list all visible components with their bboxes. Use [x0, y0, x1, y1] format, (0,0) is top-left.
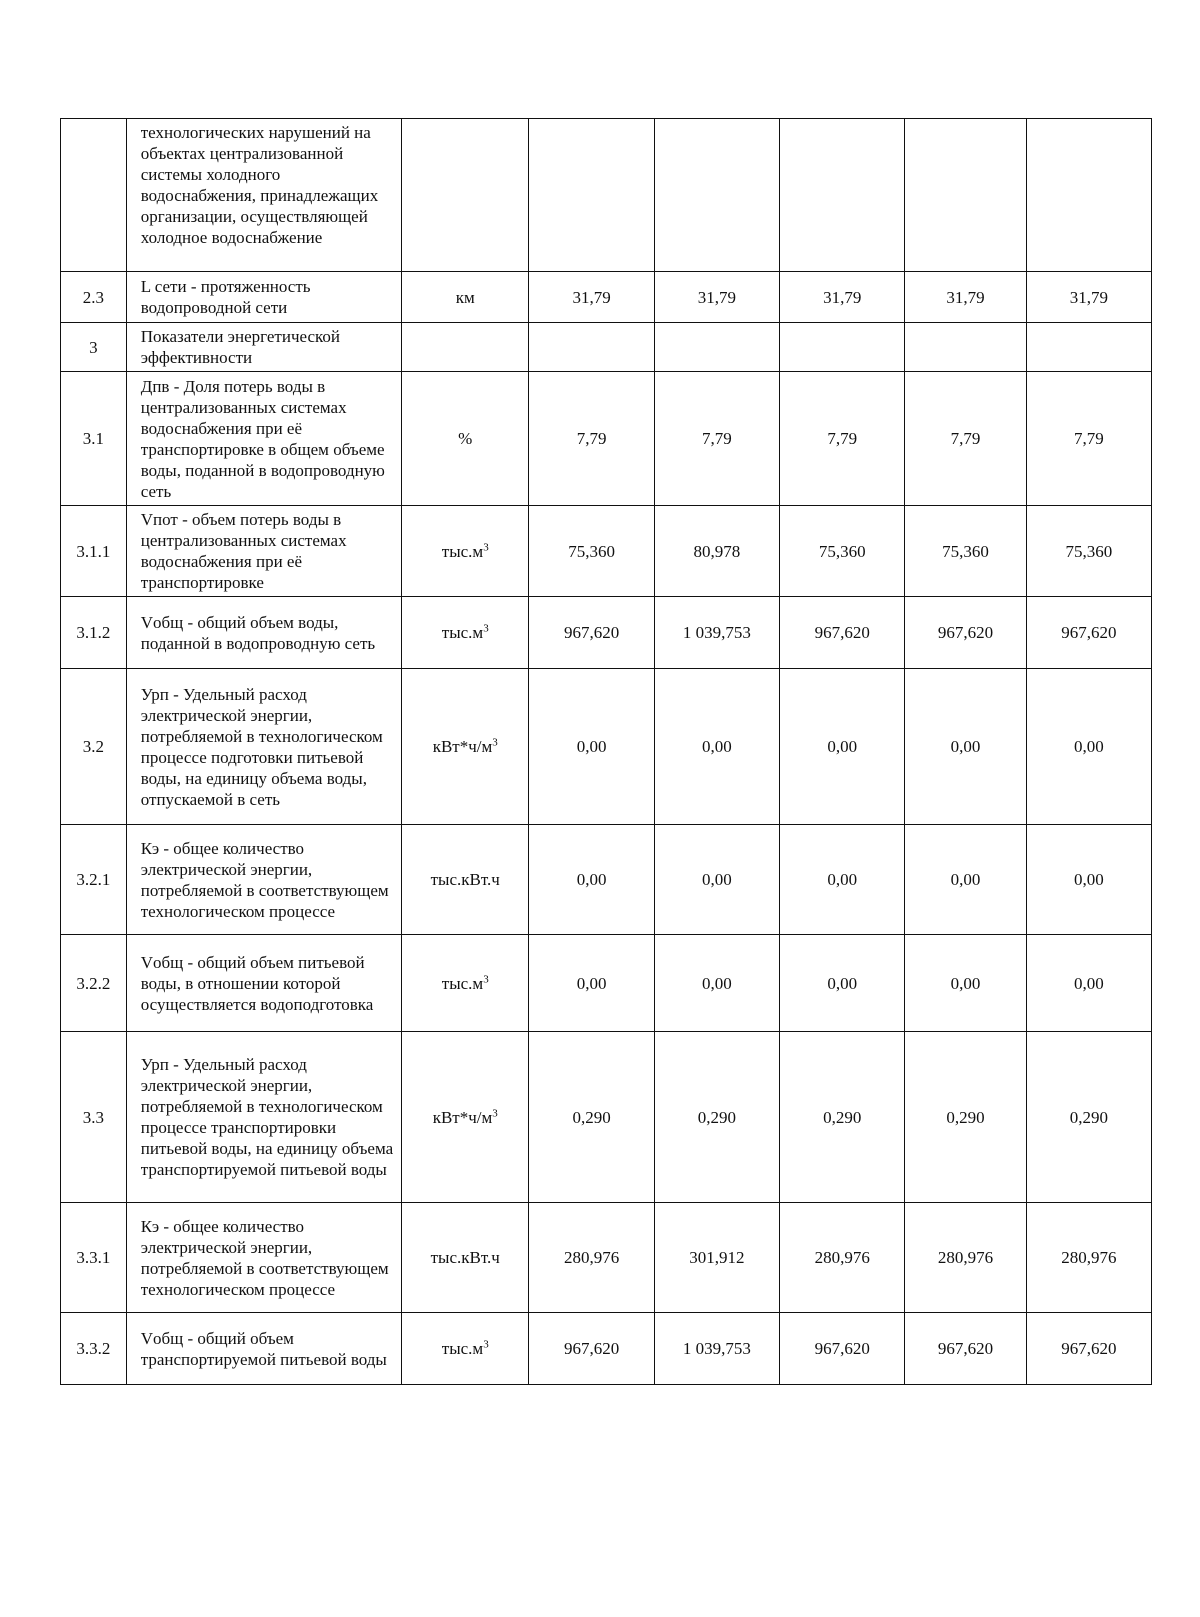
indicator-name: Vобщ - общий объем питьевой воды, в отношении которой осуществляется водоподготовка	[126, 935, 401, 1032]
table-row	[61, 669, 1152, 825]
value-cell: 967,620	[529, 1313, 654, 1385]
indicator-name: Кэ - общее количество электрической энергии, потребляемой в соответствующем технологическом процессе	[126, 1203, 401, 1313]
unit-superscript: 3	[483, 972, 489, 985]
indicators-table	[60, 118, 1152, 1385]
value-cell: 0,00	[529, 669, 654, 825]
value-cell: 0,00	[780, 935, 905, 1032]
table-row	[61, 1313, 1152, 1385]
unit-cell	[402, 1313, 529, 1385]
value-cell: 31,79	[654, 272, 779, 323]
value-cell: 280,976	[529, 1203, 654, 1313]
table-row	[61, 506, 1152, 597]
unit-cell	[402, 372, 529, 506]
value-cell: 967,620	[905, 1313, 1026, 1385]
row-number: 3.2.2	[61, 935, 127, 1032]
value-cell: 0,00	[529, 935, 654, 1032]
value-cell: 0,00	[905, 669, 1026, 825]
table-body	[61, 119, 1152, 1385]
row-number: 3.3.2	[61, 1313, 127, 1385]
unit-superscript: 3	[483, 1338, 489, 1351]
table-row	[61, 272, 1152, 323]
value-cell: 7,79	[1026, 372, 1151, 506]
value-cell: 967,620	[529, 597, 654, 669]
value-cell: 967,620	[780, 597, 905, 669]
unit-cell	[402, 506, 529, 597]
indicator-name: Дпв - Доля потерь воды в централизованных системах водоснабжения при её транспортировке в общем объеме воды, поданной в водопроводную сеть	[126, 372, 401, 506]
value-cell	[905, 323, 1026, 372]
unit-label: тыс.кВт.ч	[430, 870, 500, 889]
unit-label: тыс.м	[441, 973, 484, 993]
indicator-name: L сети - протяженность водопроводной сети	[126, 272, 401, 323]
value-cell: 0,00	[1026, 669, 1151, 825]
indicator-name: Урп - Удельный расход электрической энергии, потребляемой в технологическом процессе транспортировки питьевой воды, на единицу объема транспортируемой питьевой воды	[126, 1032, 401, 1203]
unit-cell	[402, 1032, 529, 1203]
value-cell: 0,00	[780, 825, 905, 935]
unit-superscript: 3	[492, 736, 498, 749]
indicator-name: Кэ - общее количество электрической энергии, потребляемой в соответствующем технологическом процессе	[126, 825, 401, 935]
value-cell: 0,00	[905, 825, 1026, 935]
table-row	[61, 825, 1152, 935]
row-number: 3.1	[61, 372, 127, 506]
value-cell: 0,290	[1026, 1032, 1151, 1203]
value-cell: 75,360	[780, 506, 905, 597]
table-row	[61, 119, 1152, 272]
indicator-name: Vпот - объем потерь воды в централизованных системах водоснабжения при её транспортировке	[126, 506, 401, 597]
value-cell: 80,978	[654, 506, 779, 597]
value-cell: 1 039,753	[654, 597, 779, 669]
value-cell: 0,290	[529, 1032, 654, 1203]
unit-cell	[402, 825, 529, 935]
unit-cell	[402, 272, 529, 323]
value-cell: 0,00	[1026, 825, 1151, 935]
value-cell: 0,290	[654, 1032, 779, 1203]
value-cell: 75,360	[905, 506, 1026, 597]
value-cell: 31,79	[780, 272, 905, 323]
value-cell: 280,976	[905, 1203, 1026, 1313]
indicator-name: Показатели энергетической эффективности	[126, 323, 401, 372]
unit-cell	[402, 119, 529, 272]
table-row	[61, 372, 1152, 506]
unit-cell	[402, 597, 529, 669]
indicator-name: Урп - Удельный расход электрической энергии, потребляемой в технологическом процессе подготовки питьевой воды, на единицу объема воды, отпускаемой в сеть	[126, 669, 401, 825]
row-number: 3.3	[61, 1032, 127, 1203]
row-number: 3	[61, 323, 127, 372]
unit-label: тыс.м	[441, 1339, 484, 1358]
table-row	[61, 1203, 1152, 1313]
row-number: 3.2.1	[61, 825, 127, 935]
unit-cell	[402, 935, 529, 1032]
indicator-name: технологических нарушений на объектах централизованной системы холодного водоснабжения, принадлежащих организации, осуществляющей холодное водоснабжение	[126, 119, 401, 272]
value-cell	[780, 119, 905, 272]
unit-cell	[402, 669, 529, 825]
value-cell: 0,290	[780, 1032, 905, 1203]
value-cell: 1 039,753	[654, 1313, 779, 1385]
indicator-name: Vобщ - общий объем воды, поданной в водопроводную сеть	[126, 597, 401, 669]
value-cell: 7,79	[529, 372, 654, 506]
unit-label: кВт*ч/м	[432, 1107, 493, 1127]
unit-label: тыс.м	[441, 623, 484, 642]
unit-label: км	[455, 287, 475, 307]
value-cell: 31,79	[1026, 272, 1151, 323]
value-cell	[1026, 119, 1151, 272]
value-cell: 301,912	[654, 1203, 779, 1313]
value-cell: 31,79	[905, 272, 1026, 323]
value-cell: 0,290	[905, 1032, 1026, 1203]
unit-superscript: 3	[483, 622, 489, 635]
value-cell: 280,976	[780, 1203, 905, 1313]
table-row	[61, 935, 1152, 1032]
row-number: 2.3	[61, 272, 127, 323]
value-cell	[529, 119, 654, 272]
value-cell: 0,00	[780, 669, 905, 825]
table-row	[61, 323, 1152, 372]
unit-superscript: 3	[483, 540, 489, 553]
value-cell: 0,00	[1026, 935, 1151, 1032]
value-cell	[905, 119, 1026, 272]
value-cell	[780, 323, 905, 372]
unit-label: тыс.кВт.ч	[430, 1248, 500, 1267]
unit-label: тыс.м	[441, 541, 484, 561]
value-cell	[529, 323, 654, 372]
table-row	[61, 597, 1152, 669]
row-number: 3.1.1	[61, 506, 127, 597]
value-cell: 31,79	[529, 272, 654, 323]
value-cell: 280,976	[1026, 1203, 1151, 1313]
unit-label: %	[458, 429, 473, 448]
value-cell: 967,620	[780, 1313, 905, 1385]
indicator-name: Vобщ - общий объем транспортируемой питьевой воды	[126, 1313, 401, 1385]
value-cell	[1026, 323, 1151, 372]
row-number: 3.2	[61, 669, 127, 825]
value-cell	[654, 323, 779, 372]
row-number: 3.3.1	[61, 1203, 127, 1313]
value-cell: 0,00	[529, 825, 654, 935]
value-cell: 0,00	[905, 935, 1026, 1032]
value-cell: 967,620	[1026, 597, 1151, 669]
value-cell: 967,620	[905, 597, 1026, 669]
unit-label: кВт*ч/м	[432, 737, 493, 756]
value-cell: 0,00	[654, 669, 779, 825]
unit-superscript: 3	[492, 1106, 498, 1119]
unit-cell	[402, 323, 529, 372]
value-cell: 0,00	[654, 825, 779, 935]
row-number: 3.1.2	[61, 597, 127, 669]
table-row	[61, 1032, 1152, 1203]
unit-cell	[402, 1203, 529, 1313]
value-cell: 0,00	[654, 935, 779, 1032]
value-cell: 75,360	[1026, 506, 1151, 597]
value-cell: 967,620	[1026, 1313, 1151, 1385]
value-cell: 7,79	[654, 372, 779, 506]
row-number	[61, 119, 127, 272]
value-cell: 75,360	[529, 506, 654, 597]
value-cell: 7,79	[780, 372, 905, 506]
value-cell	[654, 119, 779, 272]
value-cell: 7,79	[905, 372, 1026, 506]
